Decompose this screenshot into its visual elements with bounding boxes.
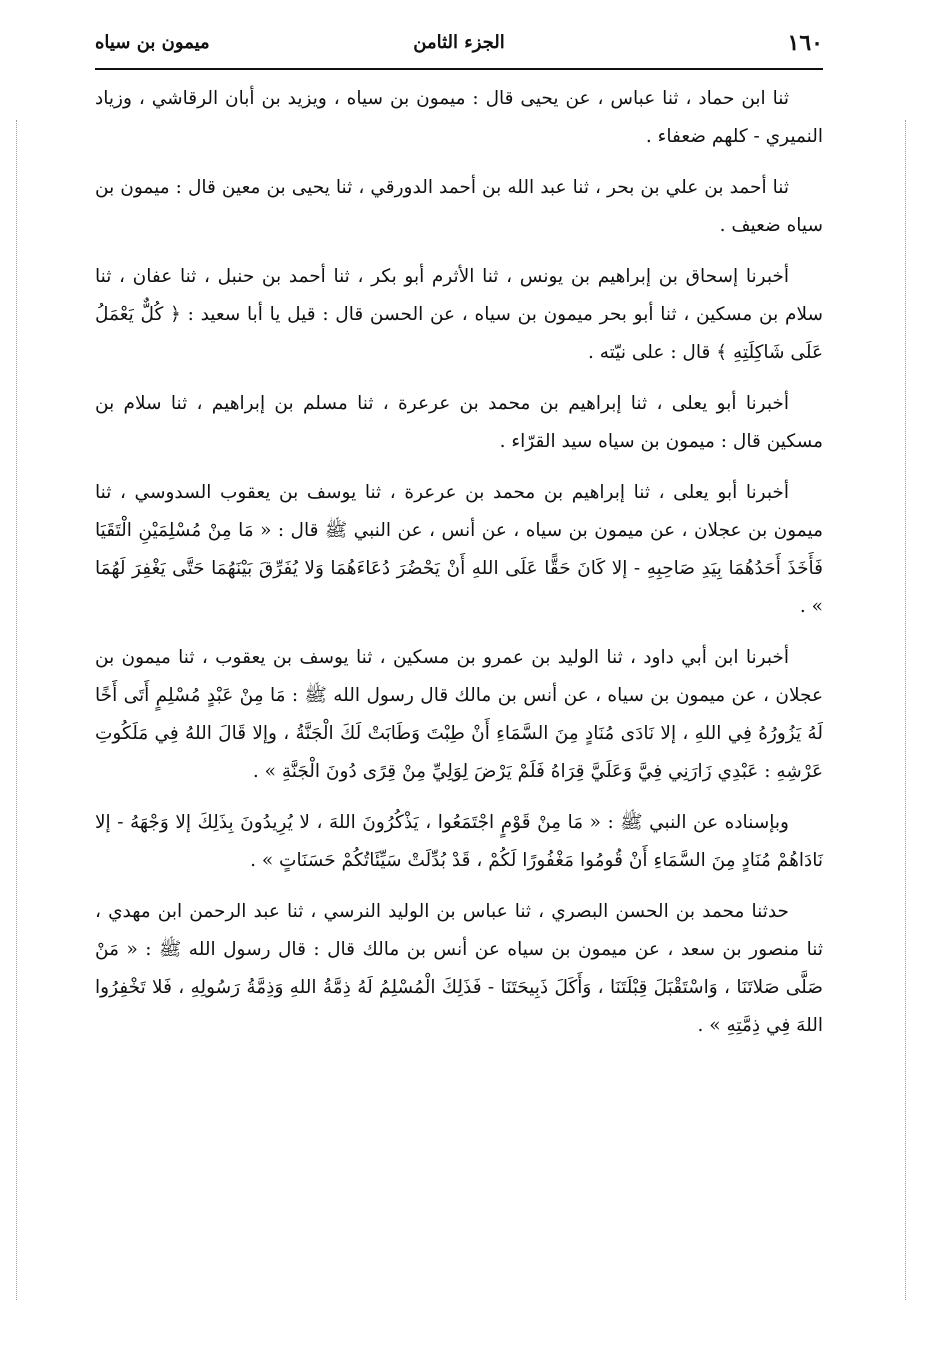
paragraph: وبإسناده عن النبي ﷺ : « مَا مِنْ قَوْمٍ اجْتَمَعُوا ، يَذْكُرُونَ اللهَ ، لا يُرِيدُونَ بِذَلِكَ إلا وَجْهَهُ - إلا نَادَاهُمْ مُنَادٍ مِنَ السَّمَاءِ أَنْ قُومُوا مَغْفُورًا لَكُمْ ، قَدْ بُدِّلَتْ سَيِّئَاتُكُمْ حَسَنَاتٍ » . <box>95 812 823 871</box>
scan-edge-right <box>905 120 906 1300</box>
volume-part: الجزء الثامن <box>413 32 505 53</box>
scan-edge-left <box>16 120 17 1300</box>
page-body <box>95 80 823 1058</box>
header-divider <box>95 68 823 70</box>
paragraph: أخبرنا ابن أبي داود ، ثنا الوليد بن عمرو بن مسكين ، ثنا يوسف بن يعقوب ، ثنا ميمون بن عجلان ، عن ميمون بن سياه ، عن أنس بن مالك قال رسول الله ﷺ : مَا مِنْ عَبْدٍ مُسْلِمٍ أَتَى أَخًا لَهُ يَزُورُهُ فِي اللهِ ، إلا نَادَى مُنَادٍ مِنَ السَّمَاءِ أَنْ طِبْتَ وَطَابَتْ لَكَ الْجَنَّةُ ، وإلا قَالَ اللهُ فِي مَلَكُوتِ عَرْشِهِ : عَبْدِي زَارَنِي فِيَّ وَعَلَيَّ قِرَاهُ فَلَمْ يَرْضَ لِوَلِيِّ مِنْ قِرًى دُونَ الْجَنَّةِ » . <box>95 647 823 782</box>
paragraph: ثنا أحمد بن علي بن بحر ، ثنا عبد الله بن أحمد الدورقي ، ثنا يحيى بن معين قال : ميمون بن سياه ضعيف . <box>95 177 823 236</box>
paragraph: حدثنا محمد بن الحسن البصري ، ثنا عباس بن الوليد النرسي ، ثنا عبد الرحمن ابن مهدي ، ثنا منصور بن سعد ، عن ميمون بن سياه عن أنس بن مالك قال : قال رسول الله ﷺ : « مَنْ صَلَّى صَلاتَنَا ، وَاسْتَقْبَلَ قِبْلَتَنَا ، وَأَكَلَ ذَبِيحَتَنَا - فَذَلِكَ الْمُسْلِمُ لَهُ ذِمَّةُ اللهِ وَذِمَّةُ رَسُولِهِ ، فَلا تَخْفِرُوا اللهَ فِي ذِمَّتِهِ » . <box>95 901 823 1036</box>
paragraph: أخبرنا أبو يعلى ، ثنا إبراهيم بن محمد بن عرعرة ، ثنا يوسف بن يعقوب السدوسي ، ثنا ميمون بن عجلان ، عن ميمون بن سياه ، عن أنس ، عن النبي ﷺ قال : « مَا مِنْ مُسْلِمَيْنِ الْتَقَيَا فَأَخَذَ أَحَدُهُمَا بِيَدِ صَاحِبِهِ - إلا كَانَ حَقًّا عَلَى اللهِ أَنْ يَحْضُرَ دُعَاءَهُمَا وَلا يُفَرِّقَ بَيْنَهُمَا حَتَّى يَغْفِرَ لَهُمَا » . <box>95 482 823 617</box>
page-number: ١٦٠ <box>787 30 823 56</box>
paragraph: أخبرنا أبو يعلى ، ثنا إبراهيم بن محمد بن عرعرة ، ثنا مسلم بن إبراهيم ، ثنا سلام بن مسكين قال : ميمون بن سياه سيد القرّاء . <box>95 393 823 452</box>
paragraph: ثنا ابن حماد ، ثنا عباس ، عن يحيى قال : ميمون بن سياه ، ويزيد بن أبان الرقاشي ، وزياد النميري - كلهم ضعفاء . <box>95 88 823 147</box>
paragraph: أخبرنا إسحاق بن إبراهيم بن يونس ، ثنا الأثرم أبو بكر ، ثنا أحمد بن حنبل ، ثنا عفان ، ثنا سلام بن مسكين ، ثنا أبو بحر ميمون بن سياه ، عن الحسن قال : قيل يا أبا سعيد : ﴿ كُلٌّ يَعْمَلُ عَلَى شَاكِلَتِهِ ﴾ قال : على نيّته . <box>95 266 823 363</box>
running-head-subject: ميمون بن سياه <box>95 32 210 53</box>
page-header <box>95 28 823 68</box>
